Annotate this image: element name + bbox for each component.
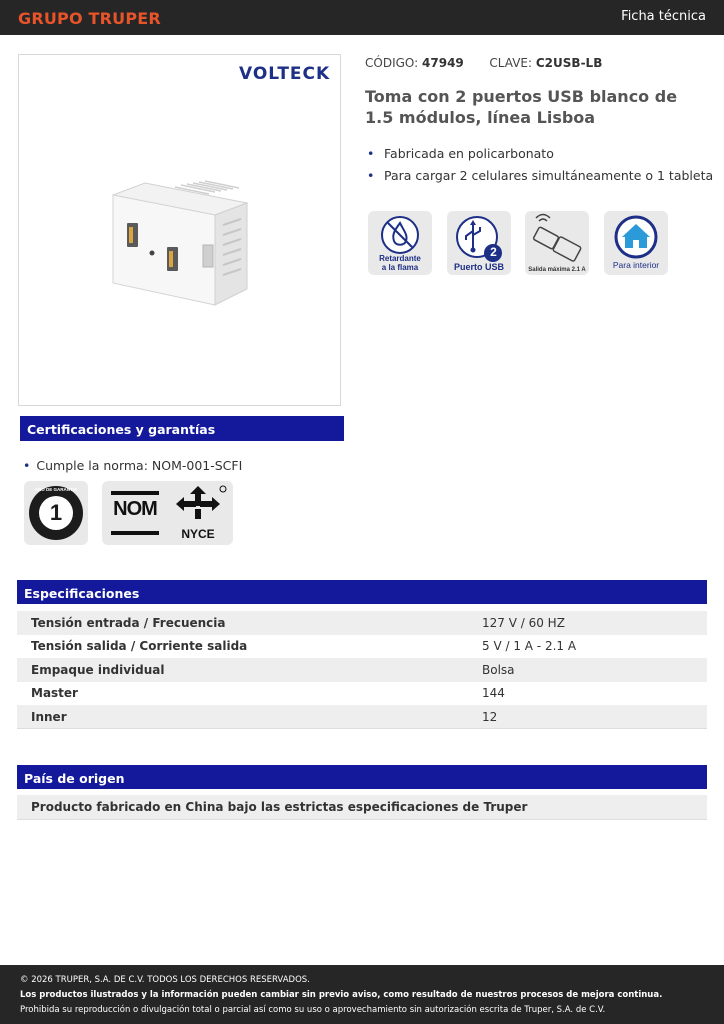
spec-value: 144 — [482, 686, 505, 701]
nyce-arrows-icon — [172, 484, 232, 524]
nom-logo — [111, 491, 159, 535]
spec-value: 5 V / 1 A - 2.1 A — [482, 639, 577, 654]
nyce-label: NYCE — [181, 527, 215, 541]
certifications-header — [20, 416, 344, 441]
warranty-ring-text: AÑO DE GARANTÍA — [34, 487, 78, 492]
badge-caption: Salida máxima 2.1 A — [528, 267, 586, 273]
spec-value: 127 V / 60 HZ — [482, 615, 565, 630]
table-row — [17, 635, 707, 659]
footer-copyright: © 2026 TRUPER, S.A. DE C.V. TODOS LOS DERECHOS RESERVADOS. — [20, 975, 310, 985]
footer-notice: Los productos ilustrados y la información pueden cambiar sin previo aviso, como resultado de nuestros procesos de mejora continua. — [20, 990, 663, 1000]
spec-label: Tensión salida / Corriente salida — [31, 639, 248, 654]
output-current-badge — [525, 211, 589, 275]
volteck-logo: VOLTECK — [239, 64, 331, 84]
nom-label: NOM — [113, 498, 157, 520]
product-image — [105, 175, 255, 315]
phone-tablet-icon — [525, 213, 589, 265]
key-value: C2USB-LB — [535, 56, 603, 70]
section-title: País de origen — [24, 771, 125, 786]
spec-label: Master — [31, 686, 78, 701]
warranty-number: 1 — [49, 500, 63, 525]
flame-retardant-icon — [368, 213, 432, 257]
usb-port-count: 2 — [490, 245, 497, 259]
norm-item — [23, 458, 242, 473]
footer — [0, 965, 724, 1024]
footer-legal: Prohibida su reproducción o divulgación total o parcial así como su uso o aprovechamiento sin autorización escrita de Truper, S.A. de C.V. — [20, 1005, 606, 1015]
feature-item: • Para cargar 2 celulares simultáneamente o 1 tableta — [367, 168, 713, 190]
spec-label: Inner — [31, 709, 67, 724]
product-title: Toma con 2 puertos USB blanco de 1.5 módulos, línea Lisboa — [365, 87, 678, 127]
badge-caption: Para interior — [612, 260, 660, 270]
section-title: Especificaciones — [24, 586, 140, 601]
feature-item: • Fabricada en policarbonato — [367, 146, 713, 168]
product-codes — [365, 56, 602, 70]
spec-label: Tensión entrada / Frecuencia — [31, 615, 226, 630]
table-row — [17, 611, 707, 635]
origin-text: Producto fabricado en China bajo las estrictas especificaciones de Truper — [31, 800, 528, 814]
key-label: CLAVE: — [489, 56, 533, 70]
spec-value: Bolsa — [482, 662, 515, 677]
badge-caption: a la flama — [381, 263, 419, 272]
table-row — [17, 658, 707, 682]
usb-badge — [447, 211, 511, 275]
badge-caption: Retardante — [379, 254, 421, 263]
bullet: • — [23, 458, 31, 473]
code-value: 47949 — [422, 56, 464, 70]
feature-list — [367, 146, 713, 190]
house-icon — [604, 213, 668, 261]
origin-row — [17, 795, 707, 820]
brand-logo: GRUPO TRUPER — [18, 9, 161, 28]
usb-icon — [447, 213, 511, 263]
section-title: Certificaciones y garantías — [27, 422, 216, 437]
table-row — [17, 705, 707, 729]
indoor-use-badge — [604, 211, 668, 275]
code-label: CÓDIGO: — [365, 56, 419, 70]
flame-retardant-badge — [368, 211, 432, 275]
top-bar — [0, 0, 724, 35]
specifications-table — [17, 611, 707, 729]
nom-nyce-badge — [102, 481, 233, 545]
norm-text: Cumple la norma: NOM-001-SCFI — [36, 458, 243, 473]
warranty-badge — [24, 481, 88, 545]
spec-value: 12 — [482, 709, 498, 724]
origin-header — [17, 765, 707, 789]
badge-caption: Puerto USB — [453, 262, 504, 272]
spec-label: Empaque individual — [31, 662, 165, 677]
divider — [17, 728, 707, 729]
document-type: Ficha técnica — [621, 9, 706, 24]
table-row — [17, 682, 707, 706]
specifications-header — [17, 580, 707, 604]
